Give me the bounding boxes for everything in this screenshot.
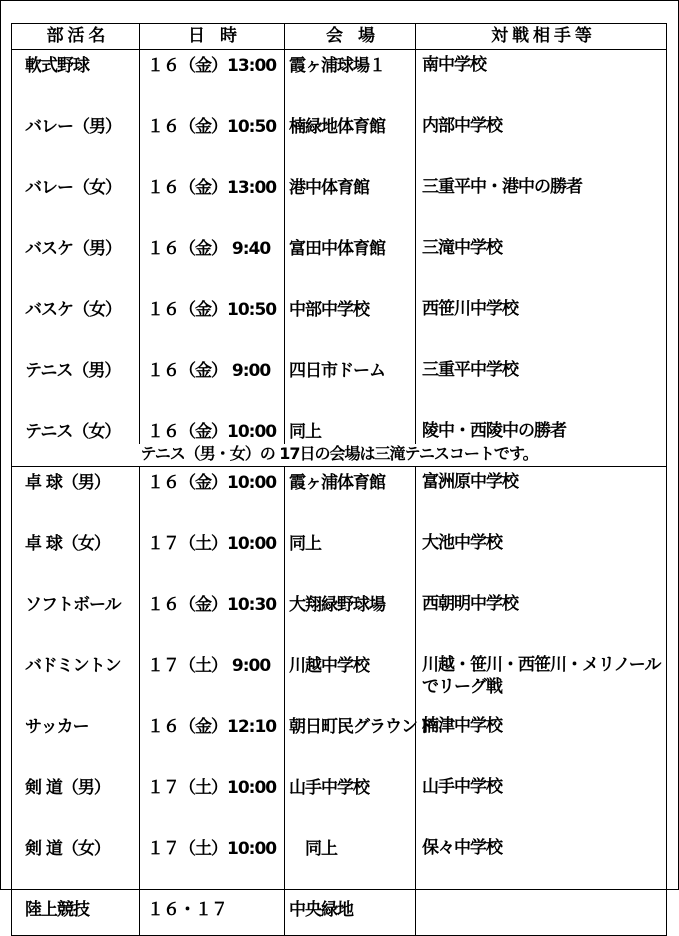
schedule-table <box>11 23 667 936</box>
club-cell: テニス（男） <box>12 355 140 416</box>
venue-cell: 朝日町民グラウンド <box>285 711 416 772</box>
datetime-cell: １６（金）10:00 <box>140 467 285 529</box>
table-row <box>12 172 667 233</box>
venue-cell: 中央緑地 <box>285 894 416 936</box>
club-cell: サッカー <box>12 711 140 772</box>
venue-cell: 霞ヶ浦球場１ <box>285 50 416 112</box>
opponent-cell: 内部中学校 <box>416 111 667 172</box>
club-cell: テニス（女） <box>12 416 140 444</box>
venue-cell: 霞ヶ浦体育館 <box>285 467 416 529</box>
note-text: テニス（男・女）の 17日の会場は三滝テニスコートです。 <box>12 444 667 467</box>
opponent-cell: 三重平中・港中の勝者 <box>416 172 667 233</box>
note-group <box>12 444 667 467</box>
opponent-cell: 山手中学校 <box>416 772 667 833</box>
club-cell: 卓 球（女） <box>12 528 140 589</box>
opponent-cell: 川越・笹川・西笹川・メリノールでリーグ戦 <box>416 650 667 711</box>
club-cell: 陸上競技 <box>12 894 140 936</box>
club-cell: 剣 道（女） <box>12 833 140 894</box>
header-opponent: 対 戦 相 手 等 <box>416 24 667 50</box>
datetime-cell: １６（金） 9:40 <box>140 233 285 294</box>
club-cell: 軟式野球 <box>12 50 140 112</box>
club-cell: ソフトボール <box>12 589 140 650</box>
venue-cell: 中部中学校 <box>285 294 416 355</box>
table-row <box>12 589 667 650</box>
note-row <box>12 444 667 467</box>
opponent-cell: 南中学校 <box>416 50 667 112</box>
venue-cell: 山手中学校 <box>285 772 416 833</box>
venue-cell: 楠緑地体育館 <box>285 111 416 172</box>
table-row <box>12 528 667 589</box>
opponent-cell: 三滝中学校 <box>416 233 667 294</box>
club-cell: 卓 球（男） <box>12 467 140 529</box>
table-row <box>12 772 667 833</box>
table-row <box>12 111 667 172</box>
table-row <box>12 650 667 711</box>
opponent-cell: 三重平中学校 <box>416 355 667 416</box>
header-club: 部 活 名 <box>12 24 140 50</box>
datetime-cell: １６（金）10:00 <box>140 416 285 444</box>
table-row <box>12 711 667 772</box>
opponent-cell: 西笹川中学校 <box>416 294 667 355</box>
schedule-group-b <box>12 467 667 936</box>
table-row <box>12 355 667 416</box>
venue-cell: 同上 <box>285 416 416 444</box>
opponent-cell <box>416 894 667 936</box>
header-row <box>12 24 667 50</box>
opponent-cell: 保々中学校 <box>416 833 667 894</box>
datetime-cell: １７（土）10:00 <box>140 772 285 833</box>
datetime-cell: １６（金）13:00 <box>140 172 285 233</box>
datetime-cell: １６（金） 9:00 <box>140 355 285 416</box>
venue-cell: 同上 <box>285 833 416 894</box>
opponent-cell: 大池中学校 <box>416 528 667 589</box>
venue-cell: 富田中体育館 <box>285 233 416 294</box>
club-cell: バドミントン <box>12 650 140 711</box>
table-row <box>12 833 667 894</box>
opponent-cell: 富洲原中学校 <box>416 467 667 529</box>
schedule-group-a <box>12 50 667 445</box>
opponent-cell: 陵中・西陵中の勝者 <box>416 416 667 444</box>
club-cell: バスケ（女） <box>12 294 140 355</box>
table-row <box>12 294 667 355</box>
header-datetime: 日 時 <box>140 24 285 50</box>
datetime-cell: １６（金）12:10 <box>140 711 285 772</box>
venue-cell: 川越中学校 <box>285 650 416 711</box>
opponent-cell: 西朝明中学校 <box>416 589 667 650</box>
header-venue: 会 場 <box>285 24 416 50</box>
table-row <box>12 467 667 529</box>
datetime-cell: １６（金）10:30 <box>140 589 285 650</box>
club-cell: バレー（男） <box>12 111 140 172</box>
datetime-cell: １７（土） 9:00 <box>140 650 285 711</box>
venue-cell: 同上 <box>285 528 416 589</box>
datetime-cell: １６・１７ <box>140 894 285 936</box>
club-cell: バレー（女） <box>12 172 140 233</box>
datetime-cell: １７（土）10:00 <box>140 528 285 589</box>
datetime-cell: １６（金）10:50 <box>140 111 285 172</box>
opponent-cell: 楠津中学校 <box>416 711 667 772</box>
table-row <box>12 416 667 444</box>
table-row <box>12 233 667 294</box>
club-cell: 剣 道（男） <box>12 772 140 833</box>
table-row <box>12 894 667 936</box>
datetime-cell: １６（金）13:00 <box>140 50 285 112</box>
venue-cell: 四日市ドーム <box>285 355 416 416</box>
venue-cell: 大翔緑野球場 <box>285 589 416 650</box>
venue-cell: 港中体育館 <box>285 172 416 233</box>
club-cell: バスケ（男） <box>12 233 140 294</box>
table-row <box>12 50 667 112</box>
datetime-cell: １６（金）10:50 <box>140 294 285 355</box>
datetime-cell: １７（土）10:00 <box>140 833 285 894</box>
